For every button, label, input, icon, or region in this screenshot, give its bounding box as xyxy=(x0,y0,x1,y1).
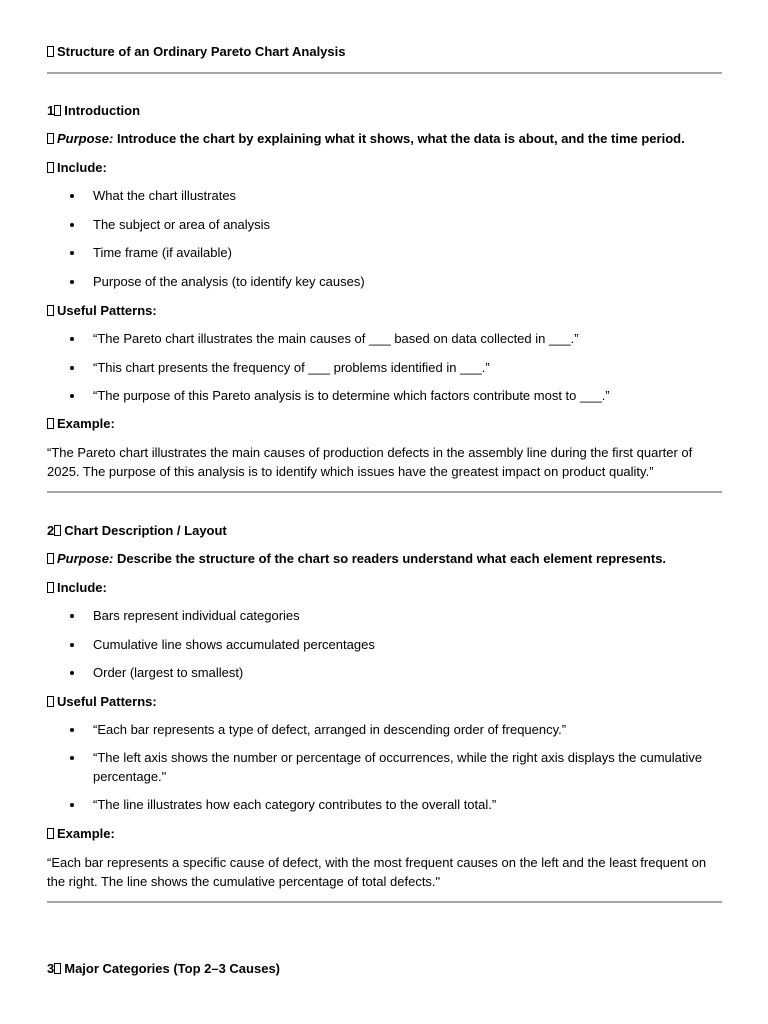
bullet-icon xyxy=(70,194,74,198)
example-label: Example: xyxy=(47,824,115,843)
pattern-item: “The purpose of this Pareto analysis is to determine which factors contribute most to ___.” xyxy=(93,388,610,403)
bullet-icon xyxy=(70,223,74,227)
document-title: Structure of an Ordinary Pareto Chart Analysis xyxy=(47,42,345,61)
missing-glyph-icon xyxy=(54,525,61,536)
example-text: “The Pareto chart illustrates the main causes of production defects in the assembly line during the first quarter of 2025. The purpose of this analysis is to identify which issues have the greatest impact on product quality.” xyxy=(47,445,693,479)
missing-glyph-icon xyxy=(47,305,54,316)
patterns-label: Useful Patterns: xyxy=(47,692,157,711)
divider xyxy=(47,901,722,903)
divider xyxy=(47,72,722,74)
bullet-icon xyxy=(70,756,74,760)
missing-glyph-icon xyxy=(47,418,54,429)
pattern-item: “The line illustrates how each category contributes to the overall total.” xyxy=(93,797,497,812)
missing-glyph-icon xyxy=(47,696,54,707)
purpose-line: Purpose: Introduce the chart by explaining what it shows, what the data is about, and the time period. xyxy=(47,129,685,148)
list-item: What the chart illustrates xyxy=(93,188,237,203)
list-item: Cumulative line shows accumulated percentages xyxy=(93,637,375,652)
purpose-line: Purpose: Describe the structure of the chart so readers understand what each element represents. xyxy=(47,549,666,568)
bullet-icon xyxy=(70,643,74,647)
pattern-item: “The left axis shows the number or percentage of occurrences, while the right axis displays the cumulative percentage." xyxy=(93,750,703,784)
missing-glyph-icon xyxy=(54,963,61,974)
patterns-label: Useful Patterns: xyxy=(47,301,157,320)
bullet-icon xyxy=(70,728,74,732)
missing-glyph-icon xyxy=(47,46,54,57)
list-item: Time frame (if available) xyxy=(93,245,232,260)
divider xyxy=(47,491,722,493)
list-item: Bars represent individual categories xyxy=(93,608,300,623)
list-item: The subject or area of analysis xyxy=(93,217,271,232)
list-item: Order (largest to smallest) xyxy=(93,665,244,680)
missing-glyph-icon xyxy=(47,133,54,144)
include-label: Include: xyxy=(47,158,107,177)
list-item: Purpose of the analysis (to identify key causes) xyxy=(93,274,365,289)
bullet-icon xyxy=(70,366,74,370)
pattern-item: “Each bar represents a type of defect, arranged in descending order of frequency.” xyxy=(93,722,567,737)
include-label: Include: xyxy=(47,578,107,597)
section-heading: 2 Chart Description / Layout xyxy=(47,523,227,538)
missing-glyph-icon xyxy=(47,553,54,564)
pattern-item: “The Pareto chart illustrates the main causes of ___ based on data collected in ___.” xyxy=(93,331,579,346)
section-heading: 3 Major Categories (Top 2–3 Causes) xyxy=(47,961,280,976)
missing-glyph-icon xyxy=(47,162,54,173)
section-heading: 1 Introduction xyxy=(47,103,141,118)
bullet-icon xyxy=(70,614,74,618)
bullet-icon xyxy=(70,671,74,675)
pattern-item: “This chart presents the frequency of ___ problems identified in ___.” xyxy=(93,360,490,375)
bullet-icon xyxy=(70,803,74,807)
bullet-icon xyxy=(70,394,74,398)
example-text: “Each bar represents a specific cause of defect, with the most frequent causes on the left and the least frequent on the right. The line shows the cumulative percentage of total defects." xyxy=(47,855,707,889)
bullet-icon xyxy=(70,337,74,341)
bullet-icon xyxy=(70,251,74,255)
missing-glyph-icon xyxy=(47,828,54,839)
bullet-icon xyxy=(70,280,74,284)
missing-glyph-icon xyxy=(47,582,54,593)
missing-glyph-icon xyxy=(54,105,61,116)
example-label: Example: xyxy=(47,414,115,433)
